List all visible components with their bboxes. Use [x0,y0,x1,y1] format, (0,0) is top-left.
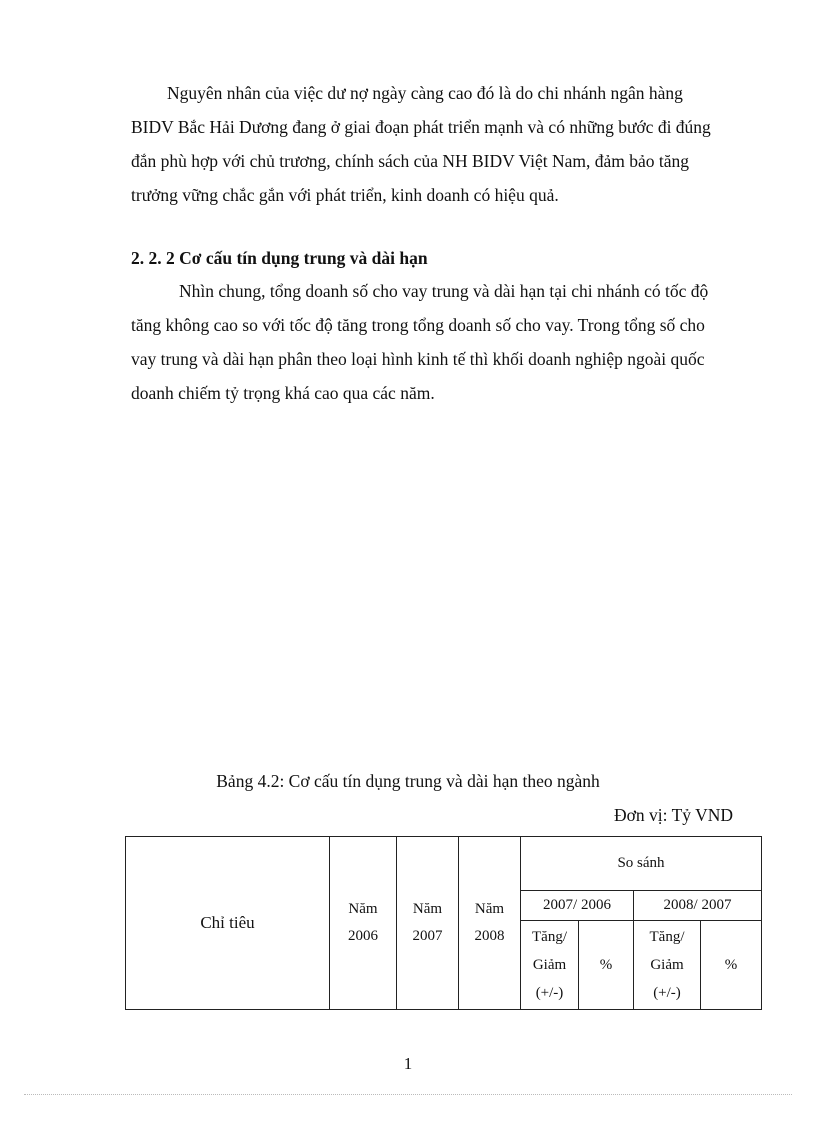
year-label: Năm [412,901,443,917]
credit-structure-table [125,836,762,1010]
year-header-2007 [397,837,459,1010]
percent-header: % [701,921,762,1010]
page-bottom-rule [24,1094,792,1095]
table-unit-label: Đơn vị: Tỷ VND [614,805,733,825]
comparison-header: So sánh [521,837,762,891]
year-value: 2006 [348,928,378,944]
year-value: 2007 [412,928,443,944]
body-paragraph-2 [131,274,753,410]
period-header-2008-2007: 2008/ 2007 [634,891,762,921]
paragraph-line: trưởng vững chắc gắn với phát triển, kinh doanh có hiệu quả. [131,185,559,205]
paragraph-line: Nguyên nhân của việc dư nợ ngày càng cao đó là do chi nhánh ngân hàng [167,83,683,103]
paragraph-line: vay trung và dài hạn phân theo loại hình kinh tế thì khối doanh nghiệp ngoài quốc [131,349,705,369]
year-label: Năm [348,901,378,917]
paragraph-line: doanh chiếm tỷ trọng khá cao qua các năm. [131,383,435,403]
year-header-2008 [459,837,521,1010]
paragraph-line: tăng không cao so với tốc độ tăng trong tổng doanh số cho vay. Trong tổng số cho [131,315,705,335]
section-heading: 2. 2. 2 Cơ cấu tín dụng trung và dài hạn [131,248,428,268]
indicator-header: Chỉ tiêu [126,837,330,1010]
paragraph-line: BIDV Bắc Hải Dương đang ở giai đoạn phát triển mạnh và có những bước đi đúng [131,117,711,137]
period-header-2007-2006: 2007/ 2006 [521,891,634,921]
year-value: 2008 [474,928,505,944]
change-header: Tăng/ Giảm (+/-) [634,921,701,1010]
table-caption: Bảng 4.2: Cơ cấu tín dụng trung và dài hạn theo ngành [216,771,600,791]
page-number: 1 [403,1054,413,1073]
body-paragraph-1 [131,76,753,212]
change-header: Tăng/ Giảm (+/-) [521,921,579,1010]
year-label: Năm [474,901,505,917]
paragraph-line: đắn phù hợp với chủ trương, chính sách của NH BIDV Việt Nam, đảm bảo tăng [131,151,690,171]
year-header-2006 [330,837,397,1010]
percent-header: % [579,921,634,1010]
paragraph-line: Nhìn chung, tổng doanh số cho vay trung và dài hạn tại chi nhánh có tốc độ [179,281,709,301]
